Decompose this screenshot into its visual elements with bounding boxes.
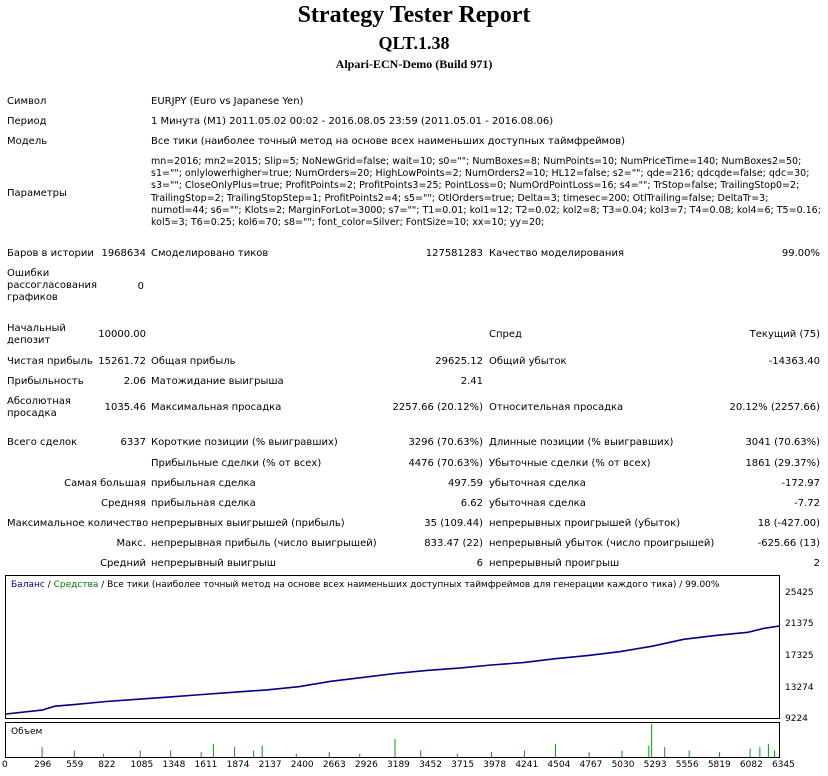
total-trades-label: Всего сделок [7, 437, 78, 448]
largest-profit-label: прибыльная сделка [151, 478, 256, 489]
ticks-label: Смоделировано тиков [151, 248, 269, 259]
y-tick-label: 13274 [785, 682, 814, 693]
x-tick-label: 3715 [451, 760, 475, 770]
period-value: 1 Минута (M1) 2011.05.02 00:02 - 2016.08.05 23:59 (2011.05.01 - 2016.08.06) [151, 116, 554, 127]
bars-value: 1968634 [101, 248, 146, 259]
max-cons-wins-label: непрерывных выигрышей (прибыль) [151, 518, 345, 529]
quality-value: 99.00% [781, 248, 820, 259]
x-tick-label: 5556 [675, 760, 699, 770]
max-cons-losses-value: 18 (-427.00) [757, 518, 820, 529]
total-trades-value: 6337 [120, 437, 146, 448]
x-tick-label: 1874 [226, 760, 250, 770]
avg-profit-label: прибыльная сделка [151, 498, 256, 509]
short-positions-value: 3296 (70.63%) [408, 437, 483, 448]
errors-label: Ошибки рассогласования графиков [7, 268, 98, 303]
params-label: Параметры [7, 188, 67, 199]
x-tick-label: 822 [98, 760, 116, 770]
avg-count-label: Средний [100, 558, 146, 569]
spread-value: Текущий (75) [749, 329, 820, 340]
errors-value: 0 [137, 281, 144, 292]
x-tick-label: 5819 [707, 760, 731, 770]
gross-loss-value: -14363.40 [768, 356, 820, 367]
x-tick-label: 2400 [290, 760, 314, 770]
expected-payoff-value: 2.41 [460, 376, 483, 387]
legend-equity: Средства [53, 580, 99, 590]
legend-description: / Все тики (наиболее точный метод на основе всех наименьших доступных таймфреймов для генерации каждого тика) / 99.00% [101, 580, 720, 590]
x-tick-label: 2137 [258, 760, 282, 770]
x-tick-label: 4241 [515, 760, 539, 770]
max-cons-profit-value: 833.47 (22) [424, 538, 483, 549]
x-tick-label: 296 [34, 760, 52, 770]
avg-cons-losses-label: непрерывный проигрыш [489, 558, 620, 569]
max-drawdown-value: 2257.66 (20.12%) [392, 402, 483, 413]
server-build: Alpari-ECN-Demo (Build 971) [335, 57, 493, 71]
profit-factor-value: 2.06 [123, 376, 146, 387]
max-cons-wins-value: 35 (109.44) [424, 518, 483, 529]
short-positions-label: Короткие позиции (% выигравших) [151, 437, 338, 448]
max-cons-profit-label: непрерывная прибыль (число выигрышей) [151, 538, 377, 549]
chart-legend: Баланс / Средства / Все тики (наиболее точный метод на основе всех наименьших доступных таймфреймов для генерации каждого тика) / 99.00% [11, 580, 720, 590]
loss-trades-value: 1861 (29.37%) [745, 458, 820, 469]
legend-balance: Баланс [11, 580, 45, 590]
avg-loss-label: убыточная сделка [489, 498, 586, 509]
x-tick-label: 5030 [611, 760, 635, 770]
net-profit-label: Чистая прибыль [7, 356, 93, 367]
rel-drawdown-label: Относительная просадка [489, 402, 624, 413]
y-tick-label: 17325 [785, 650, 814, 661]
symbol-label: Символ [7, 96, 47, 107]
balance-line [6, 626, 779, 714]
long-positions-label: Длинные позиции (% выигравших) [489, 437, 674, 448]
period-label: Период [7, 116, 47, 127]
largest-profit-value: 497.59 [448, 478, 483, 489]
x-tick-label: 3452 [419, 760, 442, 770]
deposit-label: Начальный депозит [7, 323, 66, 346]
long-positions-value: 3041 (70.63%) [745, 437, 820, 448]
x-tick-label: 2663 [322, 760, 346, 770]
ticks-value: 127581283 [425, 248, 483, 259]
avg-profit-value: 6.62 [460, 498, 483, 509]
x-tick-label: 6345 [771, 760, 795, 770]
expected-payoff-label: Матожидание выигрыша [151, 376, 284, 387]
max-label: Макс. [116, 538, 146, 549]
x-tick-label: 1611 [194, 760, 218, 770]
x-tick-label: 4504 [547, 760, 571, 770]
profit-trades-label: Прибыльные сделки (% от всех) [151, 458, 322, 469]
y-tick-label: 9224 [785, 714, 808, 724]
gross-profit-value: 29625.12 [435, 356, 483, 367]
x-tick-label: 559 [66, 760, 84, 770]
y-tick-label: 25425 [785, 588, 814, 598]
abs-drawdown-label: Абсолютная просадка [7, 396, 71, 419]
report-title: Strategy Tester Report [297, 2, 531, 28]
avg-cons-wins-label: непрерывный выигрыш [151, 558, 276, 569]
loss-trades-label: Убыточные сделки (% от всех) [489, 458, 651, 469]
x-tick-label: 0 [2, 760, 8, 770]
largest-loss-value: -172.97 [781, 478, 820, 489]
volume-label: Объем [11, 727, 43, 737]
max-cons-loss-value: -625.66 (13) [757, 538, 820, 549]
x-tick-label: 1348 [162, 760, 186, 770]
expert-name: QLT.1.38 [378, 33, 450, 53]
profit-trades-value: 4476 (70.63%) [408, 458, 483, 469]
symbol-value: EURJPY (Euro vs Japanese Yen) [151, 96, 304, 107]
rel-drawdown-value: 20.12% (2257.66) [729, 402, 820, 413]
x-tick-label: 4767 [579, 760, 603, 770]
gross-profit-label: Общая прибыль [151, 356, 236, 367]
spread-label: Спред [489, 329, 522, 340]
x-tick-label: 2926 [354, 760, 378, 770]
average-label: Средняя [101, 498, 146, 509]
abs-drawdown-value: 1035.46 [104, 402, 146, 413]
max-drawdown-label: Максимальная просадка [151, 402, 282, 413]
x-tick-label: 3978 [483, 760, 507, 770]
bars-label: Баров в истории [7, 248, 94, 259]
avg-cons-wins-value: 6 [476, 558, 483, 569]
quality-label: Качество моделирования [489, 248, 624, 259]
model-label: Модель [7, 136, 48, 147]
x-tick-label: 1085 [130, 760, 154, 770]
max-cons-losses-label: непрерывных проигрышей (убыток) [489, 518, 681, 529]
x-tick-label: 5293 [643, 760, 667, 770]
y-tick-label: 21375 [785, 619, 814, 630]
profit-factor-label: Прибыльность [7, 376, 84, 387]
avg-loss-value: -7.72 [794, 498, 820, 509]
model-value: Все тики (наиболее точный метод на основе всех наименьших доступных таймфреймов) [151, 136, 626, 147]
x-tick-label: 3189 [387, 760, 410, 770]
max-cons-loss-label: непрерывный убыток (число проигрышей) [489, 538, 715, 549]
x-tick-label: 6082 [739, 760, 763, 770]
avg-cons-losses-value: 2 [813, 558, 820, 569]
max-count-label: Максимальное количество [7, 518, 149, 529]
largest-label: Самая большая [64, 478, 146, 489]
net-profit-value: 15261.72 [98, 356, 146, 367]
largest-loss-label: убыточная сделка [489, 478, 586, 489]
gross-loss-label: Общий убыток [489, 356, 567, 367]
deposit-value: 10000.00 [98, 329, 146, 340]
params-value: mn=2016; mn2=2015; Slip=5; NoNewGrid=false; wait=10; s0=""; NumBoxes=8; NumPoints=10; NumPriceTime=140; NumBoxes2=50; s1=""; onlylowerhigher=true; NumOrders=20; HighLowPoints=2; NumOrders2=10; HL12=false; s2=""; qde=216; qdcqde=false; qdc=30; s3=""; CloseOnlyPlus=true; ProfitPoints=2; ProfitPoints3=25; PointLoss=0; NumOrdPointLoss=16; s4=""; TrStop=false; TrailingStop0=2; TrailingStop=2; TrailingStopStep=1; ProfitPoints2=4; s5=""; OtlOrders=true; Delta=3; timesec=200; OtlTrailing=false; DeltaTr=3; numotl=44; s6=""; Klots=2; MarginForLot=3000; s7=""; T1=0.01; kol1=12; T2=0.02; kol2=8; T3=0.04; kol3=7; T4=0.08; kol4=6; T5=0.16; kol5=3; T6=0.25; kol6=70; s8=""; font_color=Silver; FontSize=10; xx=10; yy=20; [151, 156, 821, 229]
